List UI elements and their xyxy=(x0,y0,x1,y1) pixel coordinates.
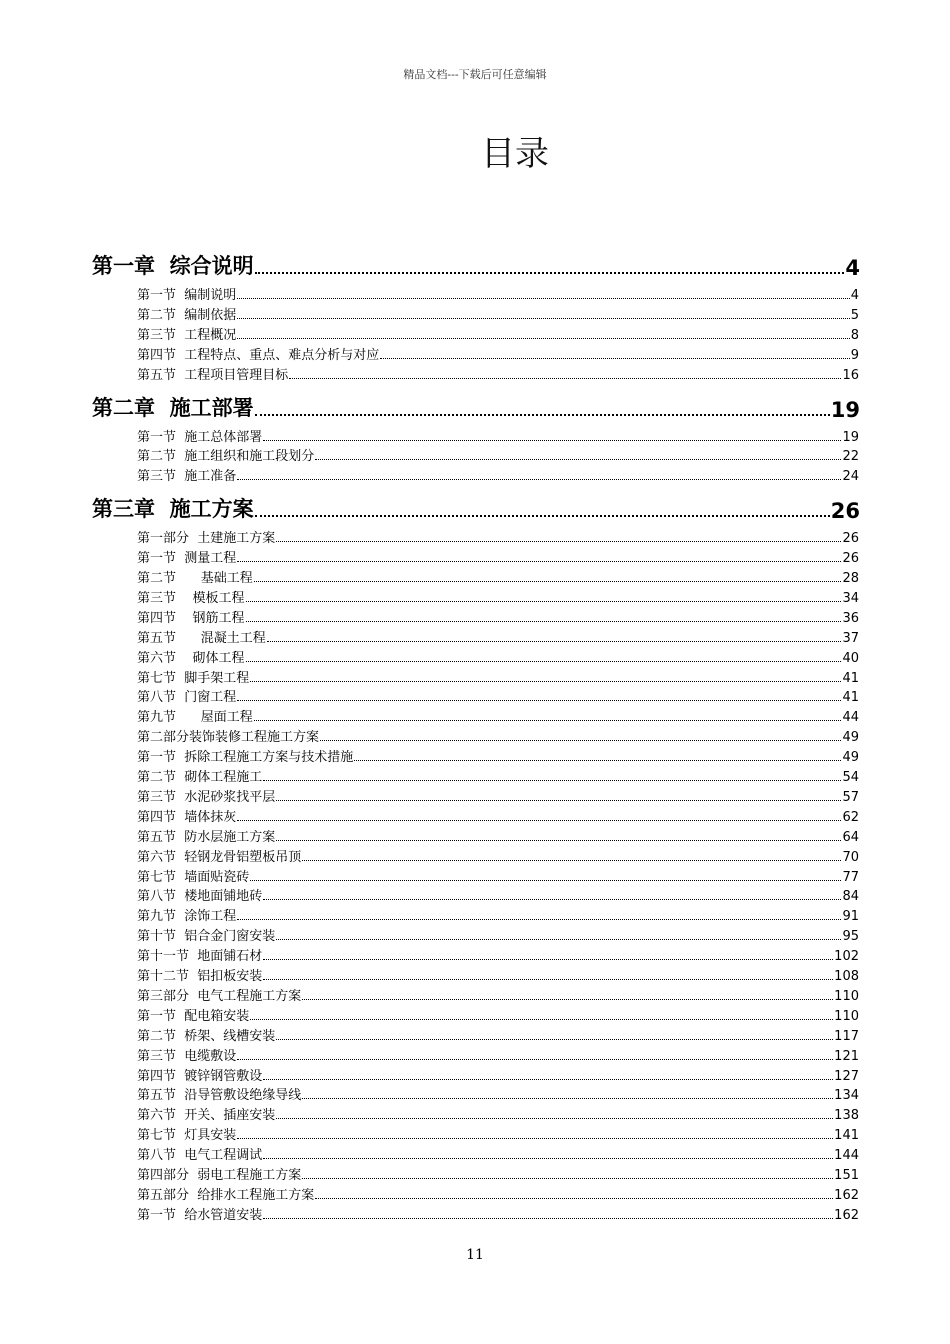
toc-entry-label: 第五节 混凝土工程 xyxy=(137,630,266,646)
toc-entry-label: 第三章 施工方案 xyxy=(92,497,254,522)
toc-section-row[interactable] xyxy=(137,1183,859,1203)
toc-leader-dots xyxy=(246,601,842,602)
toc-leader-dots xyxy=(255,515,830,517)
toc-entry-label: 第八节 电气工程调试 xyxy=(137,1148,263,1164)
toc-section-row[interactable] xyxy=(137,526,859,546)
toc-leader-dots xyxy=(255,414,830,416)
toc-entry-page: 41 xyxy=(842,670,859,686)
page-number: 11 xyxy=(466,1247,484,1263)
toc-leader-dots xyxy=(237,1059,833,1060)
toc-leader-dots xyxy=(289,378,841,379)
page-title: 目录 xyxy=(481,134,549,174)
toc-entry-label: 第一节 配电箱安装 xyxy=(137,1008,250,1024)
toc-leader-dots xyxy=(263,440,841,441)
toc-entry-page: 110 xyxy=(834,988,859,1004)
toc-section-row[interactable] xyxy=(137,464,859,484)
toc-section-row[interactable] xyxy=(137,1163,859,1183)
toc-entry-page: 64 xyxy=(842,829,859,845)
toc-entry-page: 49 xyxy=(842,750,859,766)
toc-leader-dots xyxy=(254,720,842,721)
toc-leader-dots xyxy=(263,979,833,980)
toc-entry-page: 121 xyxy=(834,1048,859,1064)
toc-entry-label: 第三节 工程概况 xyxy=(137,327,237,343)
toc-entry-page: 162 xyxy=(834,1207,859,1223)
toc-entry-label: 第二节 砌体工程施工 xyxy=(137,770,263,785)
toc-section-row[interactable] xyxy=(137,363,859,383)
toc-entry-label: 第七节 墙面贴瓷砖 xyxy=(137,869,250,885)
toc-section-row[interactable] xyxy=(137,626,859,646)
toc-section-row[interactable] xyxy=(137,825,859,845)
toc-section-row[interactable] xyxy=(137,1123,859,1143)
toc-entry-page: 16 xyxy=(842,367,859,383)
toc-section-row[interactable] xyxy=(137,566,859,586)
toc-leader-dots xyxy=(246,661,842,662)
toc-leader-dots xyxy=(246,621,842,622)
toc-leader-dots xyxy=(354,760,841,761)
toc-entry-page: 4 xyxy=(850,288,859,303)
toc-entry-label: 第十一节 地面铺石材 xyxy=(137,949,263,965)
toc-entry-label: 第三节 电缆敷设 xyxy=(137,1048,237,1064)
toc-chapter-row[interactable] xyxy=(92,491,860,523)
toc-entry-page: 36 xyxy=(842,610,859,626)
toc-entry-label: 第五节 工程项目管理目标 xyxy=(137,367,289,383)
toc-section-row[interactable] xyxy=(137,1024,859,1044)
toc-entry-page: 41 xyxy=(842,690,859,706)
toc-section-row[interactable] xyxy=(137,1083,859,1103)
toc-entry-page: 24 xyxy=(842,469,859,485)
toc-chapter-row[interactable] xyxy=(92,390,860,422)
toc-section-row[interactable] xyxy=(137,745,859,765)
toc-entry-page: 127 xyxy=(834,1068,859,1084)
toc-entry-page: 4 xyxy=(845,256,860,280)
toc-leader-dots xyxy=(250,1019,833,1020)
toc-entry-page: 144 xyxy=(834,1148,859,1164)
toc-section-row[interactable] xyxy=(137,666,859,686)
toc-entry-page: 40 xyxy=(842,650,859,666)
toc-entry-page: 151 xyxy=(834,1168,859,1183)
toc-entry-page: 26 xyxy=(842,551,859,567)
toc-entry-label: 第一章 综合说明 xyxy=(92,254,254,278)
toc-entry-label: 第二部分装饰装修工程施工方案 xyxy=(137,730,320,746)
toc-entry-page: 62 xyxy=(842,809,859,825)
toc-section-row[interactable] xyxy=(137,944,859,964)
toc-entry-label: 第六节 砌体工程 xyxy=(137,650,245,666)
toc-entry-page: 26 xyxy=(830,499,860,524)
toc-section-row[interactable] xyxy=(137,444,859,464)
toc-entry-label: 第四节 工程特点、重点、难点分析与对应 xyxy=(137,347,380,363)
toc-leader-dots xyxy=(237,298,849,299)
toc-leader-dots xyxy=(315,459,841,460)
toc-leader-dots xyxy=(380,358,849,359)
toc-entry-label: 第十节 铝合金门窗安装 xyxy=(137,929,276,945)
toc-entry-label: 第三部分 电气工程施工方案 xyxy=(137,988,302,1004)
toc-entry-page: 34 xyxy=(842,590,859,606)
toc-leader-dots xyxy=(302,860,841,861)
toc-section-row[interactable] xyxy=(137,805,859,825)
toc-leader-dots xyxy=(237,1138,833,1139)
toc-entry-label: 第五节 沿导管敷设绝缘导线 xyxy=(137,1088,302,1104)
toc-leader-dots xyxy=(276,1118,833,1119)
toc-entry-label: 第一节 测量工程 xyxy=(137,551,237,567)
toc-entry-label: 第五部分 给排水工程施工方案 xyxy=(137,1187,315,1203)
toc-entry-page: 54 xyxy=(842,770,859,785)
toc-leader-dots xyxy=(263,899,841,900)
toc-entry-label: 第一节 施工总体部署 xyxy=(137,429,263,445)
toc-entry-label: 第二章 施工部署 xyxy=(92,395,254,420)
toc-entry-page: 110 xyxy=(834,1008,859,1024)
toc-entry-label: 第九节 涂饰工程 xyxy=(137,909,237,925)
toc-chapter-row[interactable] xyxy=(92,248,860,280)
toc-leader-dots xyxy=(267,641,842,642)
toc-leader-dots xyxy=(320,740,841,741)
toc-section-row[interactable] xyxy=(137,765,859,785)
toc-leader-dots xyxy=(237,338,849,339)
toc-entry-page: 84 xyxy=(842,889,859,905)
toc-entry-label: 第三节 水泥砂浆找平层 xyxy=(137,789,276,805)
toc-section-row[interactable] xyxy=(137,884,859,904)
toc-entry-label: 第四节 钢筋工程 xyxy=(137,610,245,626)
toc-leader-dots xyxy=(237,700,841,701)
toc-entry-page: 134 xyxy=(834,1088,859,1104)
toc-leader-dots xyxy=(237,919,841,920)
toc-entry-label: 第二节 编制依据 xyxy=(137,307,237,323)
toc-section-row[interactable] xyxy=(137,303,859,323)
toc-entry-label: 第九节 屋面工程 xyxy=(137,710,253,726)
toc-section-row[interactable] xyxy=(137,425,859,445)
toc-entry-page: 5 xyxy=(850,307,859,323)
toc-section-row[interactable] xyxy=(137,1203,859,1223)
toc-leader-dots xyxy=(276,840,841,841)
toc-entry-label: 第八节 门窗工程 xyxy=(137,690,237,706)
toc-leader-dots xyxy=(263,780,841,781)
toc-leader-dots xyxy=(237,318,849,319)
toc-entry-label: 第四部分 弱电工程施工方案 xyxy=(137,1168,302,1183)
toc-entry-label: 第七节 灯具安装 xyxy=(137,1128,237,1144)
toc-entry-label: 第一部分 土建施工方案 xyxy=(137,531,276,547)
toc-leader-dots xyxy=(254,581,842,582)
toc-leader-dots xyxy=(263,1079,833,1080)
toc-entry-label: 第三节 模板工程 xyxy=(137,590,245,606)
toc-leader-dots xyxy=(276,939,841,940)
toc-entry-page: 117 xyxy=(834,1028,859,1044)
toc-section-row[interactable] xyxy=(137,323,859,343)
page-header: 精品文档---下载后可任意编辑 xyxy=(403,68,547,81)
toc-leader-dots xyxy=(263,959,833,960)
toc-leader-dots xyxy=(263,1218,833,1219)
toc-leader-dots xyxy=(276,1039,833,1040)
toc-section-row[interactable] xyxy=(137,283,859,303)
toc-section-row[interactable] xyxy=(137,646,859,666)
toc-section-row[interactable] xyxy=(137,1103,859,1123)
toc-section-row[interactable] xyxy=(137,964,859,984)
toc-section-row[interactable] xyxy=(137,343,859,363)
toc-entry-page: 19 xyxy=(830,397,860,422)
toc-leader-dots xyxy=(276,541,841,542)
toc-leader-dots xyxy=(302,1178,833,1179)
toc-entry-page: 26 xyxy=(842,531,859,547)
toc-leader-dots xyxy=(302,999,833,1000)
toc-leader-dots xyxy=(263,1158,833,1159)
toc-entry-page: 77 xyxy=(842,869,859,885)
toc-entry-label: 第二节 基础工程 xyxy=(137,571,253,586)
toc-leader-dots xyxy=(302,1098,833,1099)
toc-entry-label: 第十二节 铝扣板安装 xyxy=(137,969,263,984)
toc-section-row[interactable] xyxy=(137,1143,859,1163)
toc-section-row[interactable] xyxy=(137,725,859,745)
toc-entry-page: 57 xyxy=(842,789,859,805)
toc-section-row[interactable] xyxy=(137,685,859,705)
toc-entry-page: 49 xyxy=(842,730,859,746)
toc-leader-dots xyxy=(250,880,841,881)
toc-entry-page: 19 xyxy=(842,429,859,445)
toc-leader-dots xyxy=(315,1198,833,1199)
toc-entry-label: 第六节 开关、插座安装 xyxy=(137,1108,276,1124)
toc-entry-page: 70 xyxy=(842,849,859,865)
toc-section-row[interactable] xyxy=(137,785,859,805)
toc-leader-dots xyxy=(255,272,845,274)
toc-entry-page: 138 xyxy=(834,1108,859,1124)
toc-leader-dots xyxy=(237,820,841,821)
toc-entry-page: 9 xyxy=(850,347,859,363)
toc-entry-page: 91 xyxy=(842,909,859,925)
toc-entry-label: 第一节 编制说明 xyxy=(137,288,237,303)
toc-section-row[interactable] xyxy=(137,1064,859,1084)
toc-entry-page: 95 xyxy=(842,929,859,945)
toc-entry-page: 141 xyxy=(834,1128,859,1144)
toc-entry-label: 第六节 轻钢龙骨铝塑板吊顶 xyxy=(137,849,302,865)
toc-leader-dots xyxy=(250,681,841,682)
toc-section-row[interactable] xyxy=(137,1004,859,1024)
toc-entry-label: 第四节 镀锌钢管敷设 xyxy=(137,1068,263,1084)
toc-entry-page: 44 xyxy=(842,710,859,726)
toc-section-row[interactable] xyxy=(137,924,859,944)
toc-section-row[interactable] xyxy=(137,904,859,924)
toc-entry-label: 第三节 施工准备 xyxy=(137,469,237,485)
toc-section-row[interactable] xyxy=(137,845,859,865)
toc-entry-page: 22 xyxy=(842,449,859,465)
toc-entry-page: 108 xyxy=(834,969,859,984)
toc-entry-label: 第四节 墙体抹灰 xyxy=(137,809,237,825)
toc-entry-label: 第七节 脚手架工程 xyxy=(137,670,250,686)
toc-entry-page: 8 xyxy=(850,327,859,343)
toc-section-row[interactable] xyxy=(137,546,859,566)
toc-entry-label: 第一节 拆除工程施工方案与技术措施 xyxy=(137,750,354,766)
toc-entry-page: 102 xyxy=(834,949,859,965)
toc-leader-dots xyxy=(276,800,841,801)
toc-section-row[interactable] xyxy=(137,1044,859,1064)
toc-leader-dots xyxy=(237,561,841,562)
toc-entry-label: 第八节 楼地面铺地砖 xyxy=(137,889,263,905)
toc-section-row[interactable] xyxy=(137,984,859,1004)
toc-entry-label: 第二节 桥架、线槽安装 xyxy=(137,1028,276,1044)
toc-leader-dots xyxy=(237,479,841,480)
toc-section-row[interactable] xyxy=(137,586,859,606)
toc-section-row[interactable] xyxy=(137,705,859,725)
toc-entry-page: 162 xyxy=(834,1187,859,1203)
toc-entry-label: 第二节 施工组织和施工段划分 xyxy=(137,449,315,465)
toc-entry-page: 37 xyxy=(842,630,859,646)
toc-section-row[interactable] xyxy=(137,606,859,626)
toc-section-row[interactable] xyxy=(137,865,859,885)
toc-entry-label: 第五节 防水层施工方案 xyxy=(137,829,276,845)
toc-entry-page: 28 xyxy=(842,571,859,586)
toc-entry-label: 第一节 给水管道安装 xyxy=(137,1207,263,1223)
